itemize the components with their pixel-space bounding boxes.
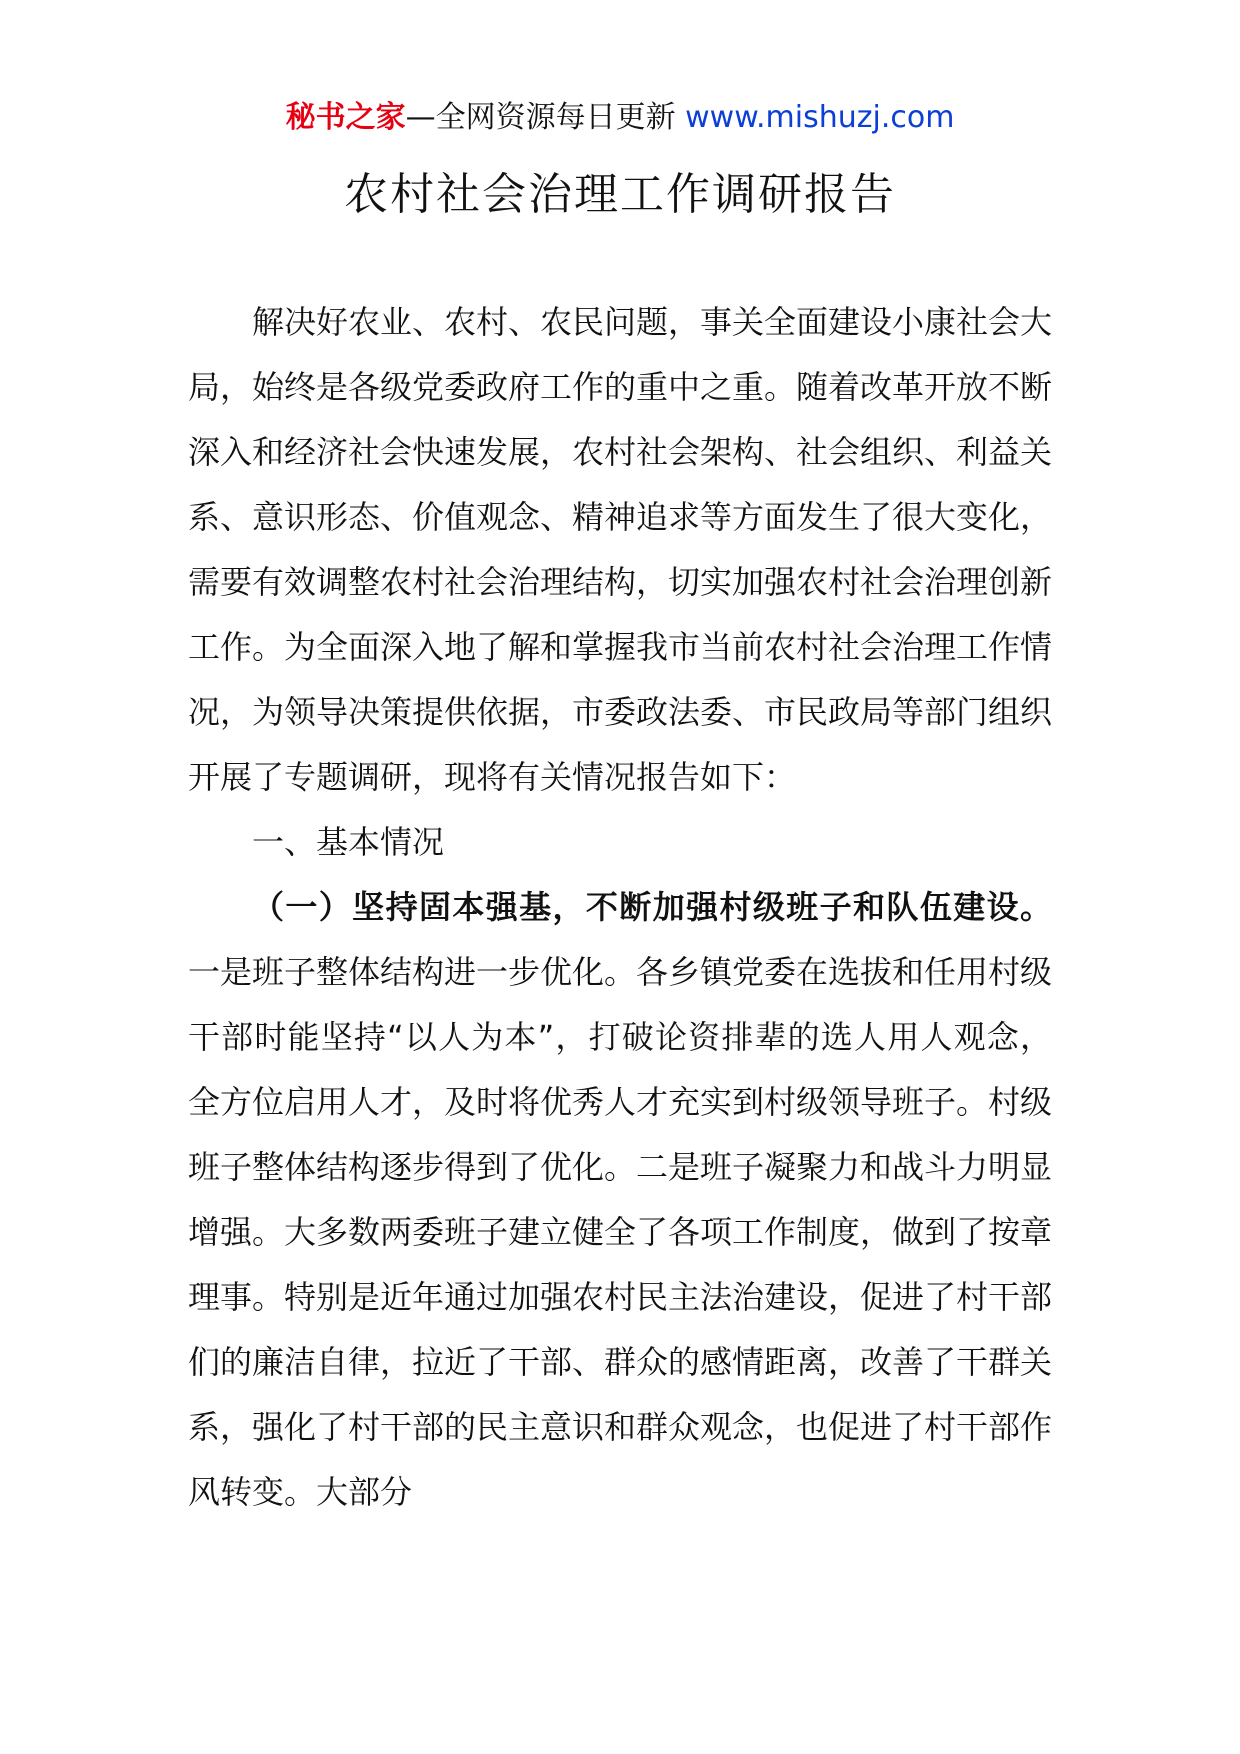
document-title: 农村社会治理工作调研报告 [344, 169, 896, 220]
site-tagline: —全网资源每日更新 [405, 100, 686, 135]
subsection-text: 一是班子整体结构进一步优化。各乡镇党委在选拔和任用村级干部时能坚持“以人为本”，打破论资排辈的选人用人观念，全方位启用人才，及时将优秀人才充实到村级领导班子。村级班子整体结构逐步得到了优化。二是班子凝聚力和战斗力明显增强。大多数两委班子建立健全了各项工作制度，做到了按章理事。特别是近年通过加强农村民主法治建设，促进了村干部们的廉洁自律，拉近了干部、群众的感情距离，改善了干群关系，强化了村干部的民主意识和群众观念，也促进了村干部作风转变。大部分 [188, 953, 1053, 1511]
subsection-paragraph [188, 875, 1052, 1525]
site-url-link[interactable]: www.mishuzj.com [685, 100, 955, 135]
section-heading: 一、基本情况 [252, 823, 445, 861]
site-header [0, 98, 1240, 138]
intro-paragraph: 解决好农业、农村、农民问题，事关全面建设小康社会大局，始终是各级党委政府工作的重中之重。随着改革开放不断深入和经济社会快速发展，农村社会架构、社会组织、利益关系、意识形态、价值观念、精神追求等方面发生了很大变化，需要有效调整农村社会治理结构，切实加强农村社会治理创新工作。为全面深入地了解和掌握我市当前农村社会治理工作情况，为领导决策提供依据，市委政法委、市民政局等部门组织开展了专题调研，现将有关情况报告如下： [188, 303, 1053, 796]
document-body [188, 290, 1052, 1525]
subsection-heading: （一）坚持固本强基，不断加强村级班子和队伍建设。 [252, 888, 1052, 926]
site-brand: 秘书之家 [285, 100, 406, 135]
